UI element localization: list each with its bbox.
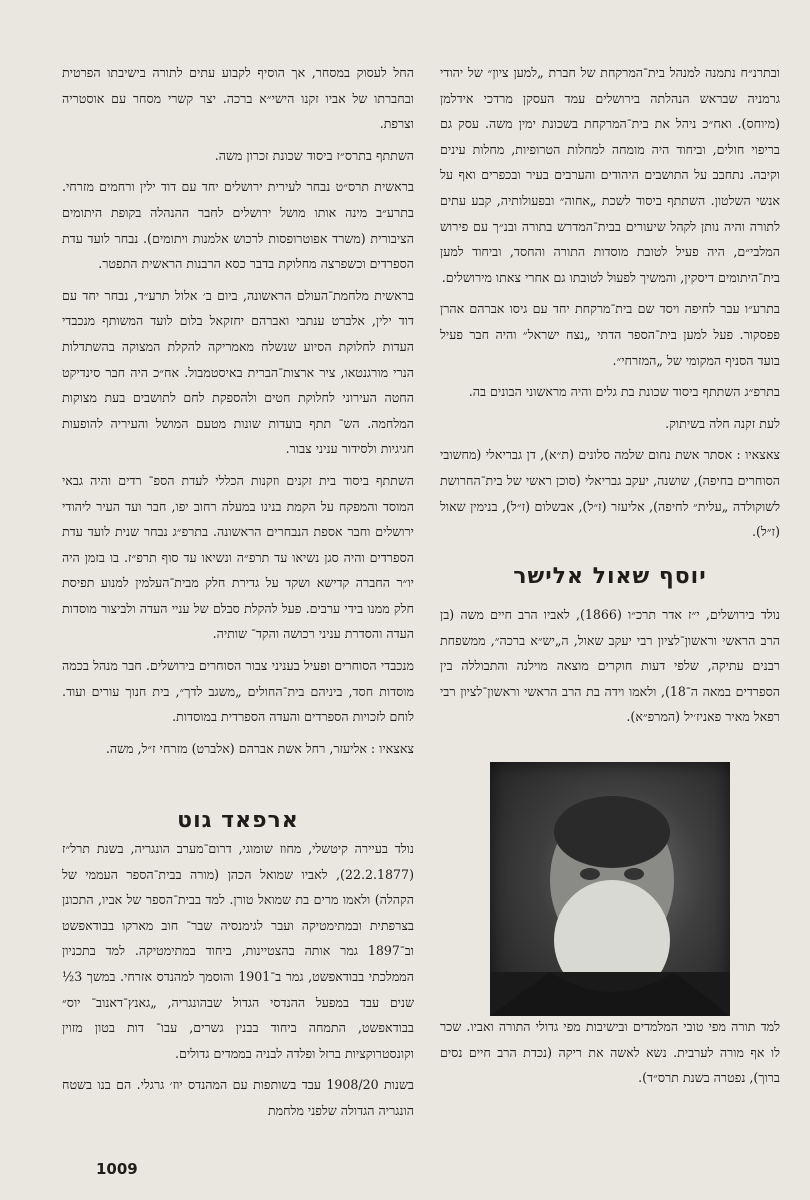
paragraph: נולד בירושלים, י״ז אדר תרכ״ו (1866), לאביו הרב חיים משה (בן הרב הראשי וראשון־לציון רבי יעקב שאול, ה„יש״א ברכה״, ממשפחת רבנים עתיקה, שלפי דעות חוקרים מוצאה מוילנה והתבוללה בין הספרדים במאה ה־18), ולאמו וידה בת הרב הראשי וראשון־לציון רבי רפאל מאיר פאניז׳יל (המרפ״א). [440,607,780,725]
paragraph: השתתף ביסוד בית זקנים וזקנות הכללי לעדת הספ־ רדים והיה גבאי המוסד והמפקח על הקמת בנינו במעלה רחוב יפו, חבר ועד העיר ליהודי ירושלים וחבר אספת הנבחרים הראשונה. בתרפ״ג נבחר שנית לועד עדת הספרדים והיה סגן נשיאו עד תרפ״ה ונשיאו עד סוף תרפ״ז. בו בזמן היה יו״ר החברה קדישא ושקד על גדירת חלק מבית־העלמין למנוע תפיסת חלק ממנו בידי ערבים. פעל להקלת סבלם של עניי העדה ולביצור מוסדות העדה והסדרת עניני רכושה והקד־ שותיה. [62,472,414,642]
paragraph: בראשית מלחמת־העולם הראשונה, ביום ב׳ אלול תרע״ד, נבחר יחד עם דוד ילין, אלברט ענתבי ואברהם יחזקאל בלום לועד המשותף מנכבדי העדות לחלוקת הסיוע שנשלח מאמריקה להקלת המצוקה בהשתדלות הנרי מורגנטאו, ציר ארצות־הברית באיסטמבול. אח״כ היה חבר סינדיקט החטה העירוני לחלוקת חטים ולהספקת לחם לתושבים בעת מצוקות המלחמה. הש־ תתף בועדות שונות מטעם המושל והעיריה להופעות חגיגיות ולסידור עניני צבור. [62,287,414,457]
paragraph: מנכבדי הסוחרים ופעיל בעניני צבור הסוחרים בירושלים. חבר מנהל בכמה מוסדות חסד, ביניהם בית־החולים „משגב לדך״, בית חנוך עורים ועוד. לוחם לזכויות הספרדים והעדה הספרדית במוסדות. [62,658,414,725]
paragraph: החל לעסוק במסחר, אך הוסיף לקבוע עתים לתורה בישיבתו הפרטית ובחברתו של אביו זקנו הישי״א ברכה. יצר קשרי מסחר עם אוסטריה וצרפת. [62,65,414,132]
paragraph: בתרפ״ג השתתף ביסוד שכונת בת גלים והיה מראשוני הבונים בה. [468,384,780,400]
paragraph: צאצאיו : אסתר אשת נחום שלמה סלונים (ת״א), דן גבריאלי (מחשובי הסוחרים בחיפה), שושנה, יעקב גבריאלי (סוכן ראשי של בית־החרושת לשוקולדה „עלית״ לחיפה), אליעזר (ז״ל), אבשלום (ז״ל), בנימין שאול (ז״ל). [440,447,780,540]
right-column [440,60,780,551]
paragraph: בראשית תרס״ט נבחר לעירית ירושלים יחד עם דוד ילין ורחמים מזרחי. בתרע״ב מינה אותו מושל ירושלים לחבר ההנהלה בקופת היתומים הציבורית (משרד אפוטרופסות לרכוש אלמנות ויתומים). נבחר לועד עדת הספרדים וכשפרצה מחלוקת בדבר כסא הרבנות הראשית התפטר. [62,179,414,272]
paragraph: למד תורה מפי טובי המלמדים ובישיבות מפי גדולי התורה ואביו. שכר לו אף מורה לערבית. נשא לאשה את ריקה (נכדת הרב חיים נסים ברוך), נפטרה בשנת תרס״ד). [440,1019,780,1086]
gut-bio [62,836,414,1130]
left-column [62,60,414,767]
paragraph: בתרע״ו עבר לחיפה ויסד שם בית־מרקחת יחד עם גיסו אברהם אהרן פפסקור. פעל למען בית־הספר הדתי „נצח ישראל״ והיה חבר פעיל בועד הסניף המקומי של „המזרחי״. [440,301,780,368]
eliashar-after-photo [440,1014,780,1097]
page-number: 1009 [96,1160,138,1178]
paragraph: השתתף בתרס״ז ביסוד שכונת זכרון משה. [214,147,414,163]
eliashar-bio [440,602,780,736]
entry-heading-gut: ארפאד גוט [177,808,299,833]
paragraph: בשנות 1908/20 עבד בשותפות עם המהנדס יוז׳ גרגלי. הם בנו בשטח הונגריה הגדולה שלפני מלחמת [62,1077,414,1118]
paragraph: נולד בעיירה קיטשלי, מחוז שומוגי, דרום־מערב הונגריה, בשנת תרל״ז (22.2.1877), לאביו שמואל הכהן (מורה בבית־הספר העממי של הקהלה) ולאמו מרים בת שמואל טורן. למד בבית־הספר של אביו, התכונן בצרפתית ובמתימטיקה ועבר לגימנסיה שבר־ חוב מארקו בבודאפשט וב־1897 גמר אותה בהצטיינות, ביחוד במתימטיקה. למד בתכניון הממלכתי בבודאפשט, גמר ב־1901 והוסמך למהנדס אזרחי. במשך 3½ שנים עבד במפעל ההנדסי הגדול שבהונגריה, „גאנץ־דאנוב־ יוס״ בבודאפשט, התמחה ביחוד בבנין גשרים, עבו־ דות בטון מזוין וקונסטרוקציות ברזל ופלדה לבניה בממדים גדולים. [62,841,415,1061]
portrait-photo [490,762,730,1016]
entry-heading-eliashar: יוסף שאול אלישר [513,564,707,589]
paragraph: לעת זקנה חלה בשיתוק. [665,415,780,431]
paragraph: צאצאיו : אליעזר, רחל אשת אברהם (אלברט) מזרחי ז״ל, משה. [105,740,414,756]
portrait-photo-icon [490,762,730,1016]
paragraph: ובתרנ״ח נתמנה למנהל בית־המרקחת של חברת „למען ציון״ של יהודי גרמניה שבראש הנהלתה בירושלים עמד העסקן מרדכי אידלמן (מיוחס). ואח״כ ניהל את בית־המרקחת בשכונת ימין משה. עסק גם בריפוי חולים, וביחוד היה מומחה למחלות הטרופיות, מחלות עינים וקיבה. נתחבב על התושבים היהודים והערבים בעיר ובכפרים ואף על אנשי השלטון. השתתף ביסוד לשכת „אחוה״ ובפעולותיה, קבע עתים לתורה והיה נותן לקהל שיעורים בבית־המדרש בתורה ובנ״ך עם פירוש המלבי״ם, היה פעיל לטובת מוסדות התורה והחסד, וביחוד למען בית־היתומים דיסקין, והמשיך לפעול לטובתו גם אחרי צאתו מירושלים. [440,65,780,285]
